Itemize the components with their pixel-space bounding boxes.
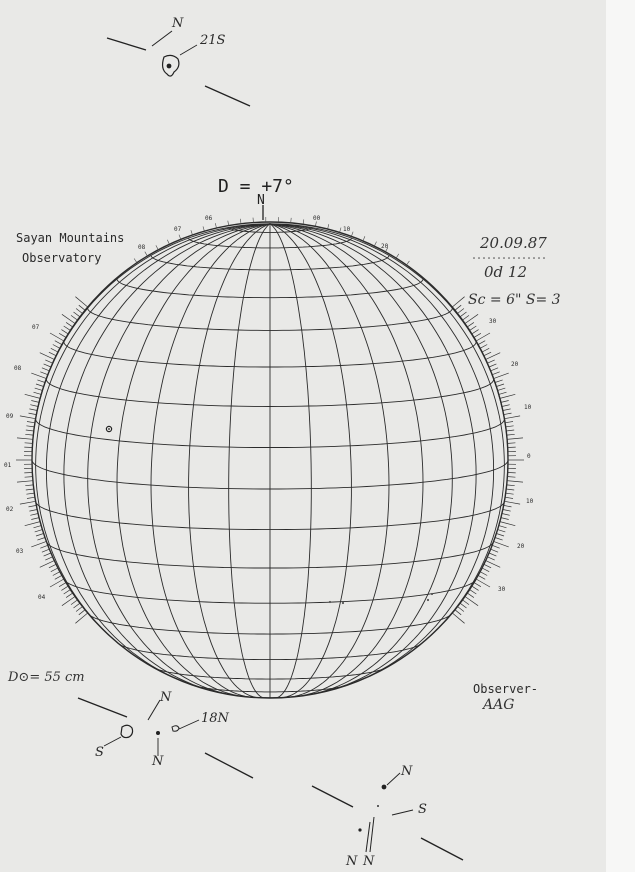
limb-scale-tick-right bbox=[452, 297, 464, 307]
limb-scale-tick-right bbox=[455, 305, 461, 310]
group-18n-north-label: N bbox=[160, 690, 172, 705]
limb-scale-tick-right bbox=[460, 312, 466, 317]
scale-label-right: 20 bbox=[517, 543, 525, 550]
limb-scale-tick-right bbox=[507, 438, 523, 439]
group-right-orientation-line bbox=[312, 786, 353, 807]
scale-label-top: 08 bbox=[138, 244, 146, 251]
limb-scale-tick-left bbox=[29, 413, 37, 415]
limb-scale-tick-right bbox=[495, 380, 503, 383]
limb-scale-tick-right bbox=[484, 564, 491, 568]
limb-scale-tick-right bbox=[487, 360, 494, 363]
date-separator-dot bbox=[473, 257, 475, 259]
limb-scale-tick-left bbox=[26, 426, 34, 427]
scale-label-top: 10 bbox=[343, 226, 351, 233]
limb-scale-tick-left bbox=[64, 590, 71, 594]
limb-scale-tick-right bbox=[467, 593, 474, 598]
limb-scale-tick-left bbox=[76, 309, 82, 314]
limb-scale-tick-right bbox=[505, 422, 513, 423]
limb-scale-tick-left bbox=[45, 360, 52, 363]
limb-scale-tick-left bbox=[75, 613, 87, 623]
group-right-north2-label: N bbox=[346, 854, 358, 869]
limb-scale-tick-right bbox=[506, 489, 514, 490]
date-separator-dot bbox=[528, 257, 530, 259]
observer-initials: AAG bbox=[483, 697, 515, 713]
limb-scale-tick-left bbox=[36, 384, 44, 387]
limb-scale-tick-left bbox=[30, 514, 38, 516]
longitude-line bbox=[88, 224, 270, 695]
group-18n-orientation-line bbox=[205, 753, 253, 778]
faint-spot bbox=[427, 599, 429, 601]
limb-scale-tick-right bbox=[463, 315, 470, 320]
limb-scale-tick-right bbox=[474, 583, 481, 587]
declination-label: D = +7° bbox=[218, 176, 294, 197]
limb-scale-tick-right bbox=[480, 572, 487, 576]
group-18n-north2-label: N bbox=[152, 754, 164, 769]
date-separator-dot bbox=[513, 257, 515, 259]
limb-scale-tick-right bbox=[499, 392, 507, 394]
longitude-line bbox=[229, 224, 270, 698]
limb-scale-tick-right bbox=[472, 586, 479, 590]
longitude-line bbox=[270, 224, 476, 693]
limb-scale-tick-top bbox=[303, 219, 304, 224]
limb-scale-tick-left bbox=[45, 557, 52, 560]
limb-scale-tick-right bbox=[502, 514, 510, 516]
limb-scale-tick-top bbox=[203, 226, 204, 231]
limb-scale-tick-left bbox=[66, 322, 73, 327]
limb-scale-tick-left bbox=[50, 333, 64, 341]
limb-scale-tick-left bbox=[25, 434, 33, 435]
limb-scale-tick-right bbox=[506, 493, 514, 494]
limb-scale-tick-top bbox=[351, 232, 353, 237]
scale-label-top: 07 bbox=[174, 226, 182, 233]
date-separator-dot bbox=[498, 257, 500, 259]
limb-scale-tick-right bbox=[455, 610, 461, 615]
limb-scale-tick-left bbox=[37, 538, 45, 541]
limb-scale-tick-right bbox=[452, 613, 464, 623]
limb-scale-tick-left bbox=[27, 497, 35, 498]
group-right-south-pointer bbox=[392, 810, 413, 815]
observatory-name-line1: Sayan Mountains bbox=[16, 231, 125, 245]
limb-scale-tick-top bbox=[179, 235, 181, 240]
limb-scale-tick-right bbox=[502, 405, 510, 407]
group-right-north-pointer bbox=[387, 773, 400, 785]
faint-spot bbox=[342, 602, 344, 604]
limb-scale-tick-right bbox=[467, 322, 474, 327]
limb-scale-tick-top bbox=[363, 236, 365, 241]
limb-scale-tick-left bbox=[74, 312, 80, 317]
limb-scale-tick-right bbox=[501, 401, 509, 403]
longitude-line bbox=[36, 224, 270, 654]
limb-scale-tick-left bbox=[79, 610, 85, 615]
limb-scale-tick-left bbox=[25, 522, 40, 526]
limb-scale-tick-right bbox=[504, 501, 520, 504]
limb-scale-tick-left bbox=[37, 380, 45, 383]
limb-scale-tick-right bbox=[489, 553, 496, 556]
limb-scale-tick-top bbox=[134, 259, 137, 263]
limb-scale-tick-right bbox=[458, 309, 464, 314]
limb-scale-tick-left bbox=[40, 545, 48, 548]
observer-label: Observer- bbox=[473, 682, 539, 696]
group-right-north3-pointer bbox=[370, 817, 374, 852]
group-right-orientation-line bbox=[421, 838, 463, 860]
group-21s-orientation-line bbox=[205, 86, 250, 106]
group-18n-south-label: S bbox=[95, 745, 104, 760]
limb-scale-tick-top bbox=[145, 252, 148, 256]
scale-label-right: 10 bbox=[524, 404, 532, 411]
limb-scale-tick-top bbox=[167, 240, 169, 245]
limb-scale-tick-top bbox=[340, 228, 341, 233]
observatory-name-line2: Observatory bbox=[22, 251, 102, 265]
limb-scale-tick-left bbox=[26, 430, 34, 431]
limb-scale-tick-left bbox=[31, 541, 46, 547]
longitude-line bbox=[270, 224, 389, 698]
sunspot-right-trail bbox=[358, 828, 361, 831]
observation-time: 0d 12 bbox=[484, 263, 528, 281]
limb-scale-tick-left bbox=[17, 481, 33, 482]
limb-scale-tick-left bbox=[61, 330, 68, 334]
limb-scale-tick-right bbox=[484, 352, 491, 356]
sunspot-18n-leader bbox=[121, 725, 133, 737]
longitude-line bbox=[46, 224, 270, 686]
limb-scale-tick-right bbox=[476, 579, 490, 587]
sunspot-18n-core bbox=[156, 731, 160, 735]
limb-scale-tick-right bbox=[507, 443, 515, 444]
limb-scale-tick-left bbox=[26, 493, 34, 494]
limb-scale-tick-left bbox=[50, 579, 64, 587]
limb-scale-tick-right bbox=[474, 333, 481, 337]
limb-scale-tick-right bbox=[507, 477, 515, 478]
limb-scale-tick-top bbox=[291, 218, 292, 223]
limb-scale-tick-right bbox=[470, 326, 477, 330]
limb-scale-tick-left bbox=[42, 549, 49, 552]
limb-scale-tick-right bbox=[494, 541, 509, 547]
limb-scale-tick-left bbox=[25, 394, 40, 398]
limb-scale-tick-top bbox=[191, 230, 193, 235]
limb-scale-tick-left bbox=[44, 364, 51, 367]
limb-scale-tick-top bbox=[156, 245, 158, 250]
sunspot-21s-umbra bbox=[167, 64, 172, 69]
date-separator-dot bbox=[478, 257, 480, 259]
limb-scale-tick-top bbox=[240, 219, 241, 224]
scale-label-left: 04 bbox=[38, 594, 46, 601]
group-21s-leader-line bbox=[180, 45, 197, 55]
limb-scale-tick-right bbox=[482, 348, 489, 352]
longitude-line bbox=[270, 224, 311, 698]
scale-label-top: 20 bbox=[381, 243, 389, 250]
group-18n-north-pointer bbox=[148, 700, 160, 720]
limb-scale-tick-right bbox=[504, 505, 512, 507]
limb-scale-tick-left bbox=[42, 368, 49, 371]
date-separator-dot bbox=[533, 257, 535, 259]
sunspot-right-umbra bbox=[382, 785, 387, 790]
scale-label-top: 00 bbox=[313, 215, 321, 222]
limb-scale-tick-right bbox=[498, 530, 506, 532]
limb-scale-tick-left bbox=[35, 530, 43, 532]
limb-scale-tick-top bbox=[228, 221, 229, 226]
group-21s-north-pointer bbox=[152, 31, 172, 46]
limb-scale-tick-right bbox=[505, 497, 513, 498]
limb-scale-tick-left bbox=[71, 600, 78, 605]
scale-label-right: 30 bbox=[489, 318, 497, 325]
date-separator-dot bbox=[538, 257, 540, 259]
limb-scale-tick-left bbox=[20, 416, 36, 419]
limb-scale-tick-right bbox=[506, 426, 514, 427]
group-right-south-label: S bbox=[418, 802, 427, 817]
limb-scale-tick-left bbox=[31, 401, 39, 403]
group-21s-north-label: N bbox=[172, 16, 184, 31]
date-separator-dot bbox=[488, 257, 490, 259]
limb-scale-tick-right bbox=[503, 409, 511, 411]
limb-scale-tick-left bbox=[75, 297, 87, 307]
limb-scale-tick-right bbox=[492, 545, 500, 548]
group-18n-orientation-line bbox=[78, 698, 127, 717]
date-separator-dot bbox=[503, 257, 505, 259]
limb-scale-tick-right bbox=[480, 345, 487, 349]
limb-scale-tick-left bbox=[44, 553, 51, 556]
date-separator-dot bbox=[508, 257, 510, 259]
limb-scale-tick-right bbox=[507, 434, 515, 435]
limb-scale-tick-left bbox=[40, 372, 48, 375]
limb-scale-tick-left bbox=[25, 477, 33, 478]
limb-scale-tick-right bbox=[496, 384, 504, 387]
limb-scale-tick-left bbox=[51, 348, 58, 352]
limb-scale-tick-right bbox=[499, 526, 507, 528]
north-pole-label: N bbox=[257, 193, 265, 208]
limb-scale-tick-right bbox=[507, 481, 523, 482]
limb-scale-tick-left bbox=[29, 510, 37, 512]
scale-label-right: 10 bbox=[526, 498, 534, 505]
limb-scale-tick-left bbox=[55, 341, 62, 345]
limb-scale-tick-left bbox=[27, 422, 35, 423]
limb-scale-tick-right bbox=[491, 549, 498, 552]
longitude-line bbox=[64, 224, 270, 693]
limb-scale-tick-right bbox=[458, 607, 464, 612]
limb-scale-tick-right bbox=[507, 485, 515, 486]
limb-scale-tick-right bbox=[487, 557, 494, 560]
limb-scale-tick-left bbox=[61, 586, 68, 590]
scale-label-left: 09 bbox=[6, 413, 14, 420]
limb-scale-tick-right bbox=[491, 368, 498, 371]
scale-label-left: 08 bbox=[14, 365, 22, 372]
limb-scale-tick-left bbox=[59, 333, 66, 337]
limb-scale-tick-left bbox=[31, 518, 39, 520]
limb-scale-tick-top bbox=[407, 261, 410, 265]
limb-scale-tick-right bbox=[492, 372, 500, 375]
limb-scale-tick-left bbox=[25, 485, 33, 486]
scale-label-right: 30 bbox=[498, 586, 506, 593]
limb-scale-tick-right bbox=[463, 600, 470, 605]
limb-scale-tick-right bbox=[494, 373, 509, 379]
limb-scale-tick-left bbox=[49, 564, 56, 568]
limb-scale-tick-left bbox=[53, 572, 60, 576]
faint-spot bbox=[329, 601, 331, 603]
limb-scale-tick-right bbox=[478, 575, 485, 579]
observation-date: 20.09.87 bbox=[480, 234, 547, 252]
limb-scale-tick-right bbox=[476, 333, 490, 341]
scale-label-right: 0 bbox=[527, 453, 531, 460]
limb-scale-tick-left bbox=[53, 345, 60, 349]
group-21s-orientation-line bbox=[107, 38, 146, 50]
limb-scale-tick-left bbox=[55, 575, 62, 579]
scale-label-left: 01 bbox=[4, 462, 12, 469]
limb-scale-tick-left bbox=[59, 583, 66, 587]
limb-scale-tick-right bbox=[501, 518, 509, 520]
limb-scale-tick-top bbox=[396, 254, 399, 258]
group-right-north2-pointer bbox=[366, 822, 370, 852]
date-separator-dot bbox=[493, 257, 495, 259]
limb-scale-tick-right bbox=[503, 510, 511, 512]
limb-scale-tick-left bbox=[20, 501, 36, 504]
limb-scale-tick-left bbox=[29, 409, 37, 411]
limb-scale-tick-top bbox=[215, 223, 216, 228]
scale-label-left: 03 bbox=[16, 548, 24, 555]
limb-scale-tick-left bbox=[79, 305, 85, 310]
limb-scale-tick-right bbox=[504, 416, 520, 419]
group-18n-leader-line bbox=[179, 720, 199, 729]
group-right-north3-label: N bbox=[363, 854, 375, 869]
limb-scale-tick-left bbox=[51, 568, 58, 572]
faint-spot bbox=[431, 593, 433, 595]
limb-scale-tick-left bbox=[34, 392, 42, 394]
limb-scale-tick-right bbox=[500, 394, 515, 398]
limb-scale-tick-left bbox=[31, 373, 46, 379]
limb-scale-tick-top bbox=[315, 222, 316, 227]
limb-scale-tick-right bbox=[465, 597, 478, 606]
group-18n-south-pointer bbox=[104, 737, 121, 746]
limb-scale-tick-left bbox=[64, 326, 71, 330]
limb-scale-tick-right bbox=[495, 538, 503, 541]
longitude-line bbox=[270, 224, 497, 686]
limb-scale-tick-left bbox=[49, 352, 56, 356]
limb-scale-tick-left bbox=[34, 526, 42, 528]
limb-scale-tick-right bbox=[482, 568, 489, 572]
limb-scale-tick-left bbox=[76, 607, 82, 612]
limb-scale-tick-right bbox=[460, 603, 466, 608]
sunspot-18n-follower bbox=[172, 726, 179, 731]
limb-scale-tick-right bbox=[478, 341, 485, 345]
longitude-line bbox=[270, 224, 504, 654]
group-18n-label: 18N bbox=[201, 711, 229, 726]
limb-scale-tick-right bbox=[472, 330, 479, 334]
limb-scale-tick-left bbox=[26, 489, 34, 490]
date-separator-dot bbox=[523, 257, 525, 259]
group-right-north-label: N bbox=[401, 764, 413, 779]
limb-scale-tick-left bbox=[30, 405, 38, 407]
date-separator-dot bbox=[543, 257, 545, 259]
limb-scale-tick-right bbox=[504, 413, 512, 415]
limb-scale-tick-right bbox=[470, 590, 477, 594]
limb-scale-tick-right bbox=[465, 314, 478, 323]
scale-label-top: 06 bbox=[205, 215, 213, 222]
longitude-line bbox=[270, 224, 452, 695]
limb-scale-tick-right bbox=[498, 388, 506, 390]
sunspot-core bbox=[108, 428, 110, 430]
limb-scale-tick-left bbox=[62, 314, 75, 323]
seeing-values: Sc = 6" S= 3 bbox=[468, 292, 561, 308]
limb-scale-tick-left bbox=[74, 603, 80, 608]
limb-scale-tick-top bbox=[328, 224, 329, 229]
limb-scale-tick-left bbox=[35, 388, 43, 390]
sunspot-right-small bbox=[377, 805, 379, 807]
scale-label-left: 02 bbox=[6, 506, 14, 513]
limb-scale-tick-right bbox=[489, 364, 496, 367]
scale-label-left: 07 bbox=[32, 324, 40, 331]
disk-diameter-label: D⊙= 55 cm bbox=[8, 670, 85, 685]
group-21s-label: 21S bbox=[200, 33, 226, 48]
limb-scale-tick-left bbox=[66, 593, 73, 598]
limb-scale-tick-left bbox=[36, 534, 44, 537]
scale-label-right: 20 bbox=[511, 361, 519, 368]
limb-scale-tick-right bbox=[500, 522, 515, 526]
date-separator-dot bbox=[518, 257, 520, 259]
limb-scale-tick-left bbox=[29, 505, 37, 507]
limb-scale-tick-right bbox=[496, 534, 504, 537]
limb-scale-tick-right bbox=[506, 430, 514, 431]
limb-scale-tick-top bbox=[374, 242, 376, 247]
limb-scale-tick-left bbox=[17, 438, 33, 439]
limb-scale-tick-left bbox=[62, 597, 75, 606]
limb-scale-tick-left bbox=[71, 315, 78, 320]
longitude-line bbox=[151, 224, 270, 698]
limb-scale-tick-left bbox=[25, 443, 33, 444]
date-separator-dot bbox=[483, 257, 485, 259]
